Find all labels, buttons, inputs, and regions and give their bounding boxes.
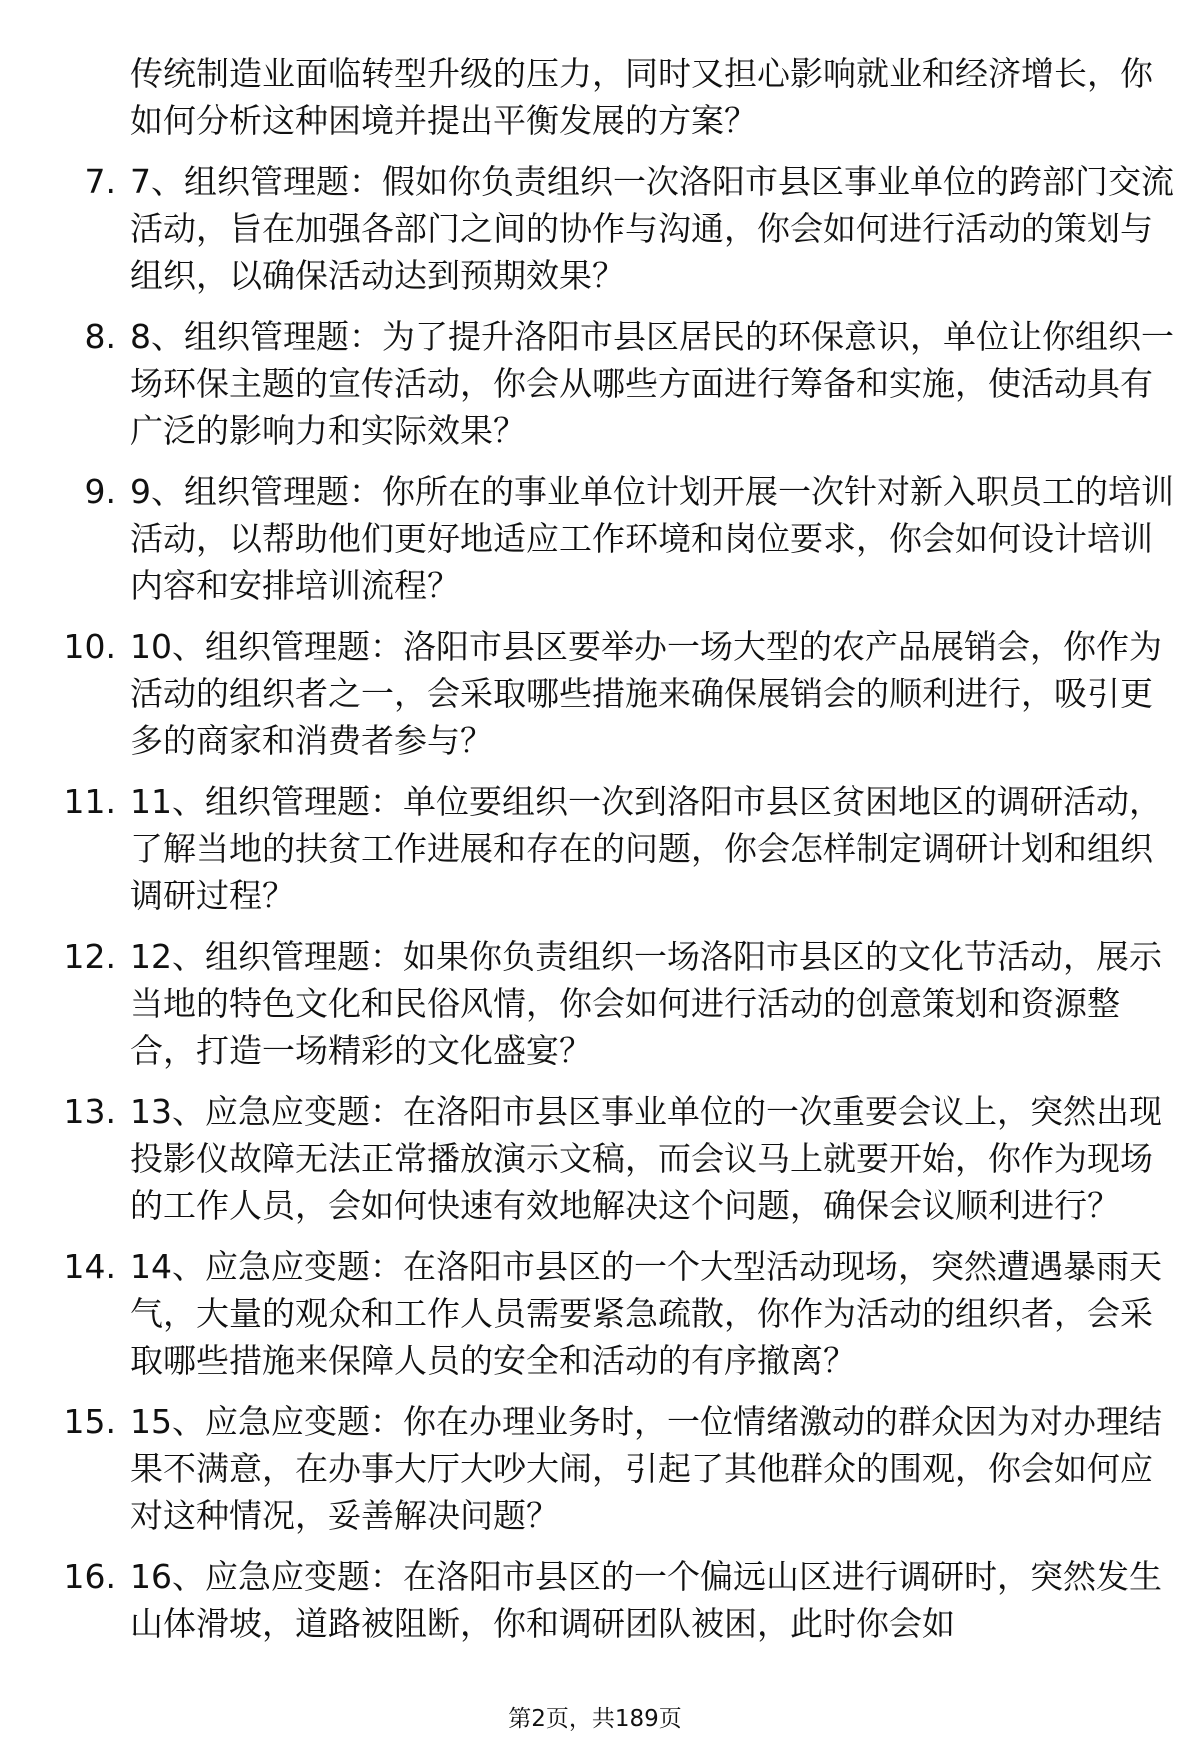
question-text: 10、组织管理题：洛阳市县区要举办一场大型的农产品展销会，你作为活动的组织者之一，会采取哪些措施来确保展销会的顺利进行，吸引更多的商家和消费者参与？ — [130, 627, 1162, 760]
question-text: 16、应急应变题：在洛阳市县区的一个偏远山区进行调研时，突然发生山体滑坡，道路被阻断，你和调研团队被困，此时你会如 — [130, 1557, 1162, 1643]
document-content — [63, 50, 1175, 1661]
question-number: 7. — [84, 162, 116, 201]
question-item — [63, 1553, 1175, 1647]
question-text: 14、应急应变题：在洛阳市县区的一个大型活动现场，突然遭遇暴雨天气，大量的观众和工作人员需要紧急疏散，你作为活动的组织者，会采取哪些措施来保障人员的安全和活动的有序撤离？ — [130, 1247, 1162, 1380]
question-list — [63, 158, 1175, 1647]
question-number: 16. — [63, 1557, 116, 1596]
question-text: 7、组织管理题：假如你负责组织一次洛阳市县区事业单位的跨部门交流活动，旨在加强各部门之间的协作与沟通，你会如何进行活动的策划与组织，以确保活动达到预期效果？ — [130, 162, 1174, 295]
question-item — [84, 468, 1175, 609]
page-footer: 第2页，共189页 — [508, 1706, 682, 1732]
question-number: 13. — [63, 1092, 116, 1131]
question-text: 9、组织管理题：你所在的事业单位计划开展一次针对新入职员工的培训活动，以帮助他们更好地适应工作环境和岗位要求，你会如何设计培训内容和安排培训流程？ — [130, 472, 1174, 605]
question-number: 9. — [84, 472, 116, 511]
question-item — [63, 1243, 1175, 1384]
continuation-paragraph: 传统制造业面临转型升级的压力，同时又担心影响就业和经济增长，你如何分析这种困境并提出平衡发展的方案？ — [130, 54, 1153, 140]
question-number: 10. — [63, 627, 116, 666]
question-number: 14. — [63, 1247, 116, 1286]
question-item — [63, 1088, 1175, 1229]
question-number: 8. — [84, 317, 116, 356]
question-item — [84, 158, 1175, 299]
question-number: 11. — [63, 782, 116, 821]
question-item — [63, 1398, 1175, 1539]
question-item — [63, 778, 1175, 919]
question-number: 15. — [63, 1402, 116, 1441]
question-text: 15、应急应变题：你在办理业务时，一位情绪激动的群众因为对办理结果不满意，在办事大厅大吵大闹，引起了其他群众的围观，你会如何应对这种情况，妥善解决问题？ — [130, 1402, 1162, 1535]
question-number: 12. — [63, 937, 116, 976]
question-text: 12、组织管理题：如果你负责组织一场洛阳市县区的文化节活动，展示当地的特色文化和民俗风情，你会如何进行活动的创意策划和资源整合，打造一场精彩的文化盛宴？ — [130, 937, 1162, 1070]
question-item — [63, 933, 1175, 1074]
question-item — [63, 623, 1175, 764]
question-text: 13、应急应变题：在洛阳市县区事业单位的一次重要会议上，突然出现投影仪故障无法正常播放演示文稿，而会议马上就要开始，你作为现场的工作人员，会如何快速有效地解决这个问题，确保会议顺利进行？ — [130, 1092, 1162, 1225]
question-item — [84, 313, 1175, 454]
question-text: 8、组织管理题：为了提升洛阳市县区居民的环保意识，单位让你组织一场环保主题的宣传活动，你会从哪些方面进行筹备和实施，使活动具有广泛的影响力和实际效果？ — [130, 317, 1174, 450]
question-text: 11、组织管理题：单位要组织一次到洛阳市县区贫困地区的调研活动，了解当地的扶贫工作进展和存在的问题，你会怎样制定调研计划和组织调研过程？ — [130, 782, 1162, 915]
